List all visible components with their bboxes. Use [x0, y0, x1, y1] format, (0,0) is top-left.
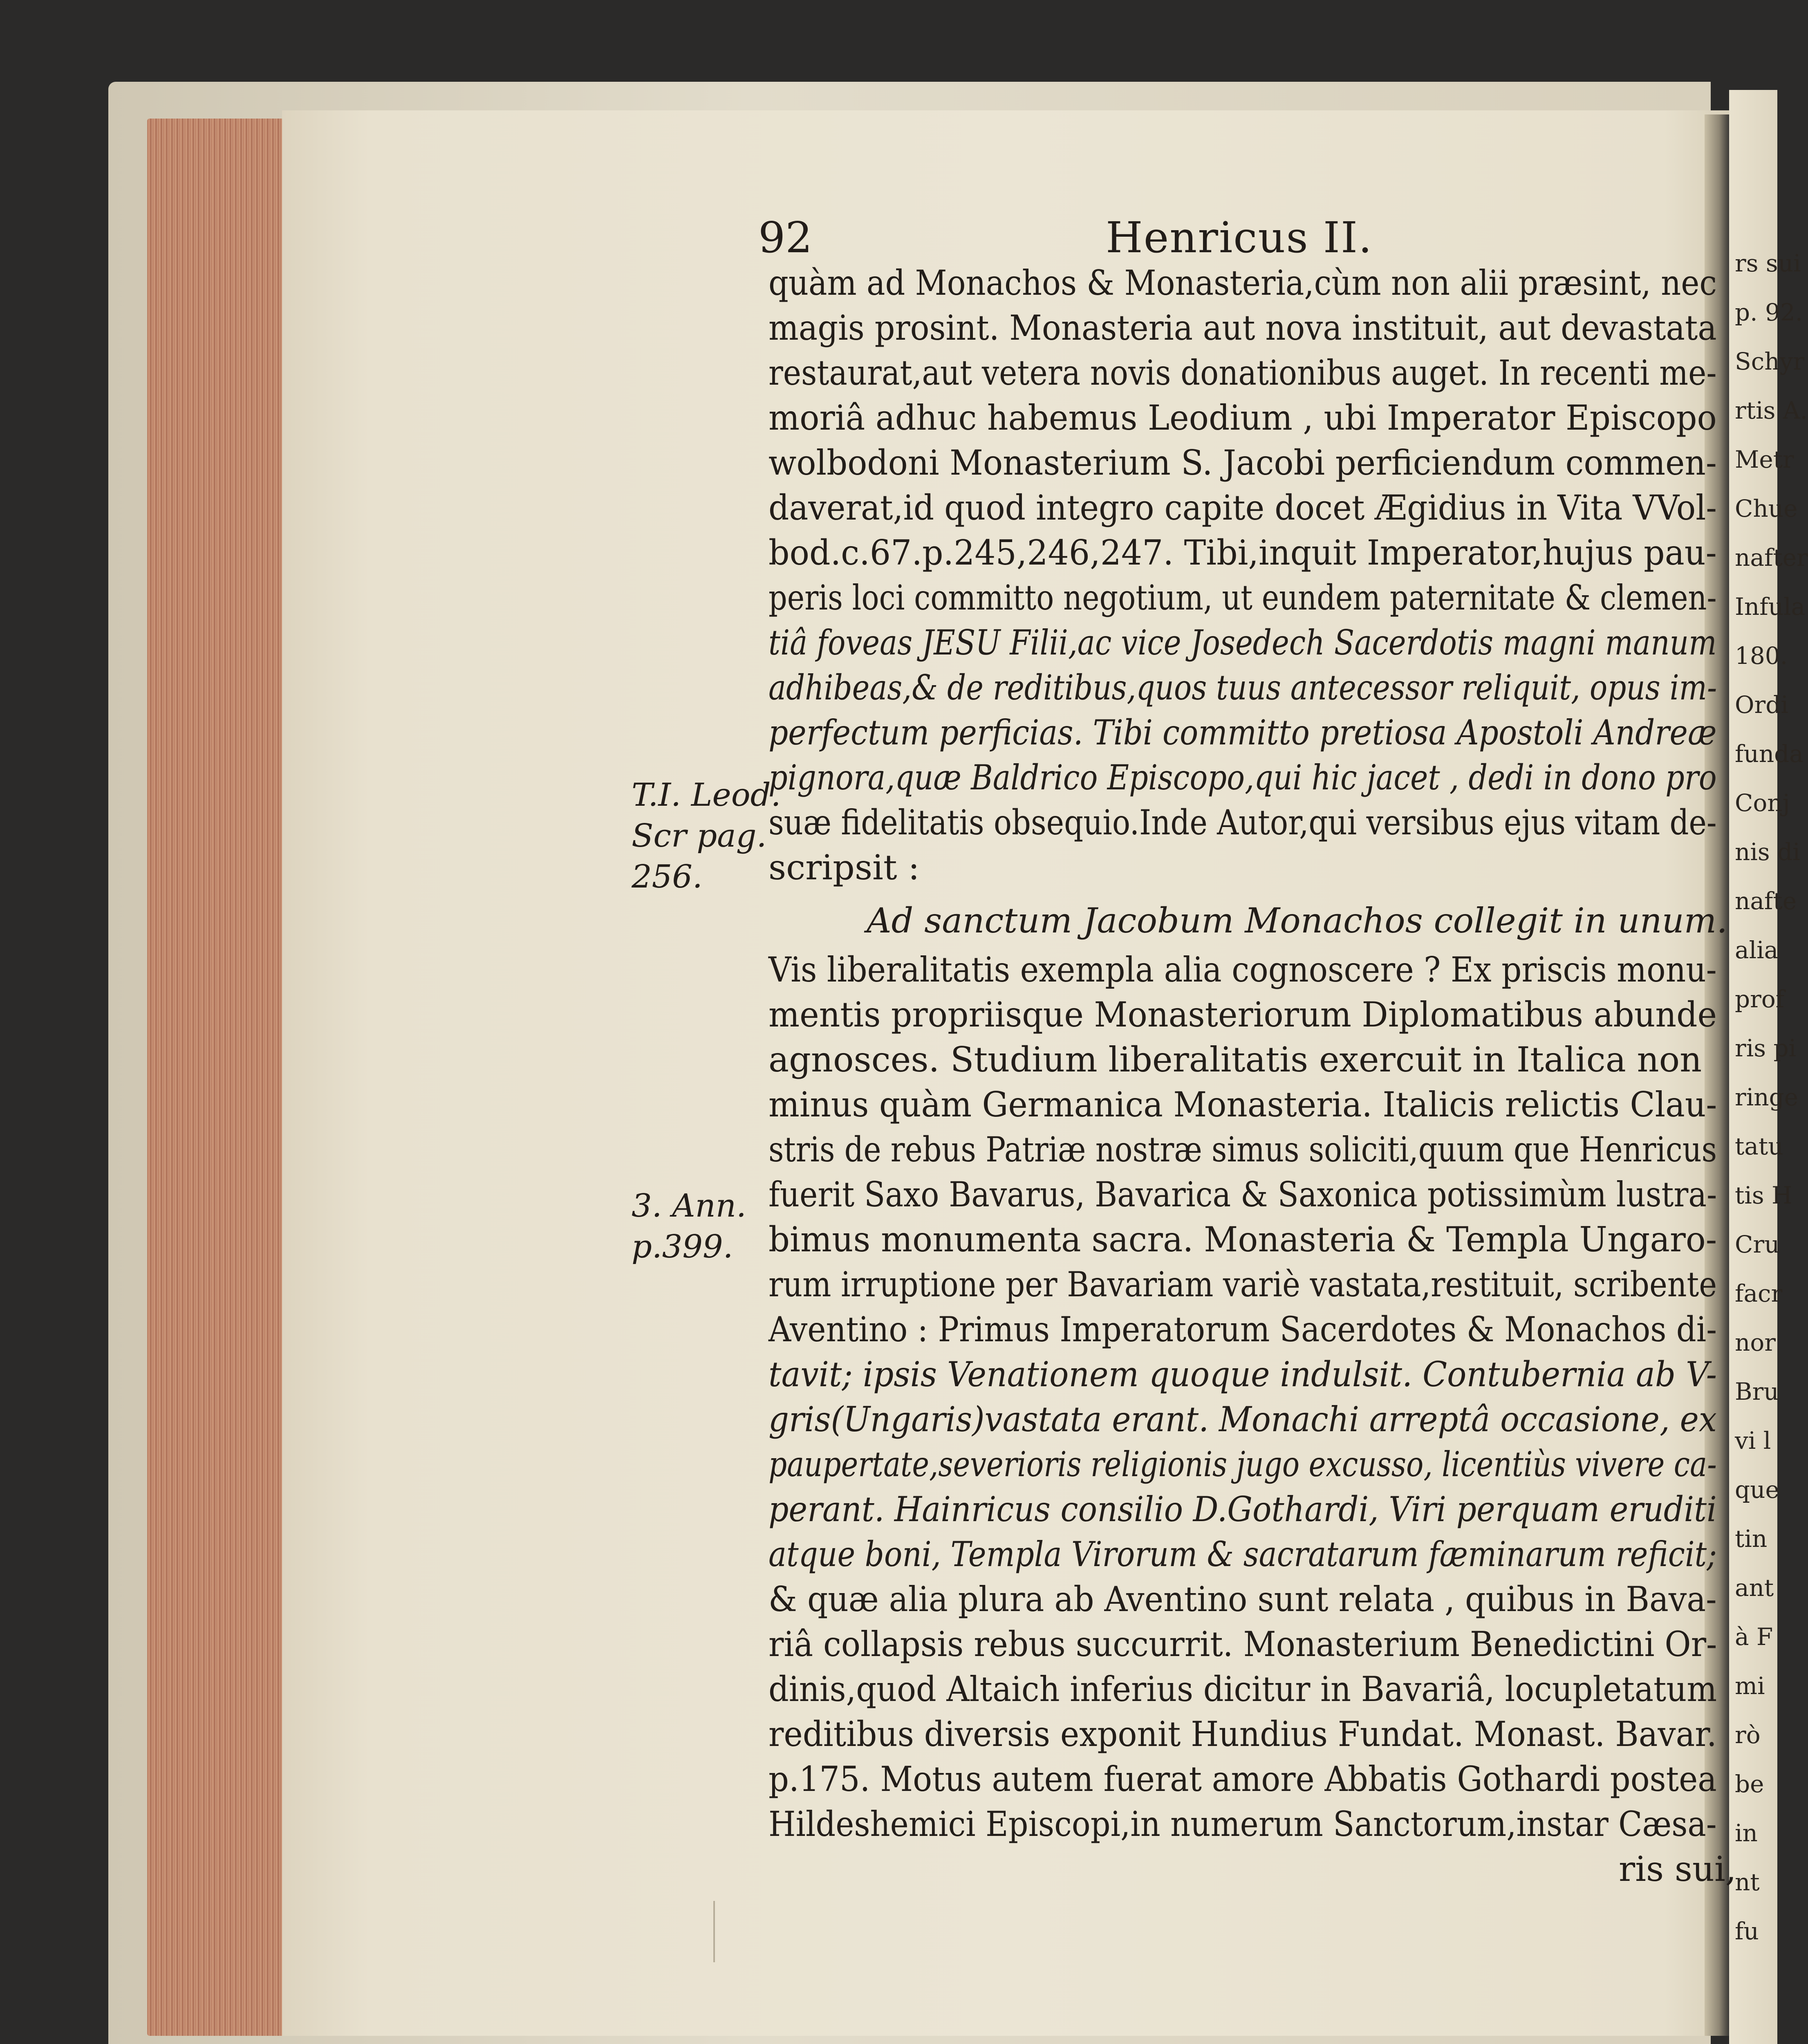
text-line: reditibus diversis exponit Hundius Fundat. Monast. Bavar.: [768, 1714, 1717, 1754]
verse-line: Ad sanctum Jacobum Monachos collegit in unum.: [867, 901, 1728, 941]
text-line: minus quàm Germanica Monasteria. Italicis relictis Clau-: [768, 1085, 1717, 1125]
facing-fragment: mi: [1735, 1672, 1765, 1700]
facing-fragment: ant: [1735, 1574, 1774, 1602]
facing-fragment: ringe: [1735, 1083, 1799, 1111]
facing-fragment: Chue: [1735, 495, 1798, 522]
facing-fragment: tatu: [1735, 1132, 1783, 1160]
facing-fragment: Bru: [1735, 1378, 1779, 1405]
text-line: suæ fidelitatis obsequio.Inde Autor,qui versibus ejus vitam de-: [768, 802, 1717, 843]
text-line: paupertate,severioris religionis jugo excusso, licentiùs vivere ca-: [768, 1444, 1717, 1484]
text-line: agnosces. Studium liberalitatis exercuit in Italica non: [768, 1040, 1702, 1080]
facing-fragment: à F: [1735, 1623, 1773, 1651]
facing-fragment: Ordi: [1735, 691, 1788, 719]
facing-fragment: facr: [1735, 1280, 1783, 1307]
text-line: perant. Hainricus consilio D.Gothardi, Viri perquam eruditi: [768, 1489, 1717, 1529]
facing-fragment: 180.: [1735, 642, 1788, 670]
text-line: adhibeas,& de reditibus,quos tuus antecessor reliquit, opus im-: [768, 668, 1717, 708]
text-line: scripsit :: [768, 847, 920, 888]
margin-note-line: 3. Ann.: [632, 1188, 746, 1224]
text-line: pignora,quæ Baldrico Episcopo,qui hic jacet , dedi in dono pro: [768, 758, 1717, 798]
text-line: tiâ foveas JESU Filii,ac vice Josedech Sacerdotis magni manum: [768, 623, 1717, 663]
facing-fragment: Infula: [1735, 593, 1806, 621]
text-line: Vis liberalitatis exempla alia cognoscere ? Ex priscis monu-: [768, 950, 1717, 990]
running-title: Henricus II.: [1106, 213, 1373, 262]
text-line: magis prosint. Monasteria aut nova instituit, aut devastata: [768, 308, 1717, 348]
facing-fragment: Cru: [1735, 1230, 1780, 1258]
text-line: mentis propriisque Monasteriorum Diplomatibus abunde: [768, 995, 1717, 1035]
text-line: tavit; ipsis Venationem quoque indulsit. Contubernia ab V-: [768, 1354, 1717, 1394]
facing-fragment: tin: [1735, 1525, 1768, 1553]
text-line: peris loci committo negotium, ut eundem paternitate & clemen-: [768, 578, 1717, 618]
catchword-line: ris sui,: [1619, 1849, 1736, 1889]
page-mark: [713, 1901, 715, 1962]
facing-fragment: nor: [1735, 1329, 1776, 1356]
text-line: restaurat,aut vetera novis donationibus auget. In recenti me-: [768, 353, 1717, 393]
facing-fragment: fu: [1735, 1917, 1759, 1945]
text-line: bod.c.67.p.245,246,247. Tibi,inquit Imperator,hujus pau-: [768, 533, 1717, 573]
facing-fragment: p. 92.: [1735, 298, 1803, 326]
facing-fragment: in: [1735, 1819, 1758, 1847]
facing-fragment: Metr: [1735, 446, 1794, 473]
margin-note-line: T.I. Leod.: [632, 777, 781, 814]
facing-page: [1729, 90, 1808, 2044]
text-line: riâ collapsis rebus succurrit. Monasterium Benedictini Or-: [768, 1624, 1717, 1664]
text-line: dinis,quod Altaich inferius dicitur in Bavariâ, locupletatum: [768, 1669, 1717, 1709]
page-number: 92: [758, 213, 813, 262]
text-line: & quæ alia plura ab Aventino sunt relata , quibus in Bava-: [768, 1579, 1717, 1619]
text-line: moriâ adhuc habemus Leodium , ubi Imperator Episcopo: [768, 398, 1717, 438]
facing-fragment: be: [1735, 1770, 1764, 1798]
facing-fragment: ris pi: [1735, 1034, 1797, 1062]
facing-fragment: rò: [1735, 1721, 1761, 1749]
text-line: p.175. Motus autem fuerat amore Abbatis Gothardi postea: [768, 1759, 1717, 1799]
facing-fragment: funda: [1735, 740, 1804, 768]
facing-fragment: tis H: [1735, 1181, 1792, 1209]
text-line: daverat,id quod integro capite docet Ægidius in Vita VVol-: [768, 488, 1717, 528]
facing-fragment: nis di: [1735, 838, 1800, 866]
facing-fragment: nt: [1735, 1868, 1760, 1896]
facing-fragment: Schyr: [1735, 347, 1805, 375]
text-line: rum irruptione per Bavariam variè vastata,restituit, scribente: [768, 1264, 1717, 1304]
text-line: wolbodoni Monasterium S. Jacobi perficiendum commen-: [768, 443, 1717, 483]
facing-fragment: rtis A.: [1735, 397, 1808, 424]
facing-fragment: prof: [1735, 985, 1785, 1013]
text-line: perfectum perficias. Tibi committo pretiosa Apostoli Andreæ: [768, 713, 1717, 753]
text-line: stris de rebus Patriæ nostræ simus soliciti,quum que Henricus: [768, 1130, 1717, 1170]
facing-fragment: rs sui: [1735, 249, 1801, 277]
text-line: Aventino : Primus Imperatorum Sacerdotes & Monachos di-: [768, 1309, 1717, 1349]
facing-fragment: que: [1735, 1476, 1779, 1504]
text-line: bimus monumenta sacra. Monasteria & Templa Ungaro-: [768, 1219, 1717, 1260]
margin-note-line: 256.: [632, 858, 703, 895]
facing-fragment: nafte: [1735, 887, 1797, 915]
facing-fragment: alia: [1735, 936, 1779, 964]
margin-note-line: p.399.: [632, 1228, 733, 1265]
margin-note-line: Scr pag.: [632, 818, 767, 854]
text-line: quàm ad Monachos & Monasteria,cùm non alii præsint, nec: [768, 263, 1717, 303]
facing-fragment: vi l: [1735, 1427, 1771, 1455]
text-line: Hildeshemici Episcopi,in numerum Sanctorum,instar Cæsa-: [768, 1804, 1717, 1844]
text-line: fuerit Saxo Bavarus, Bavarica & Saxonica potissimùm lustra-: [768, 1174, 1717, 1215]
text-line: gris(Ungaris)vastata erant. Monachi arreptâ occasione, ex: [768, 1399, 1717, 1439]
facing-fragment: Conj: [1735, 789, 1790, 817]
facing-fragment: nafter: [1735, 544, 1808, 572]
text-line: atque boni, Templa Virorum & sacratarum fæminarum reficit;: [768, 1534, 1717, 1574]
